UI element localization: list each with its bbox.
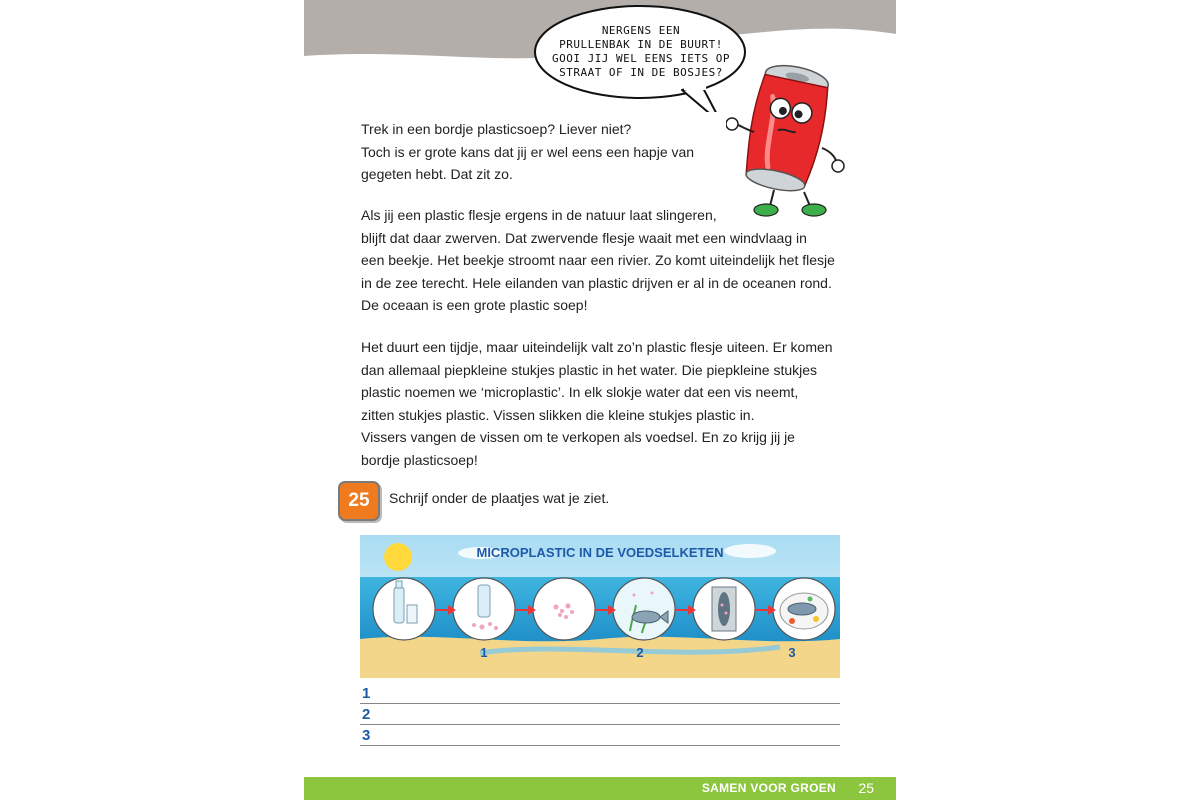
bubble-line: NERGENS EEN [601, 24, 681, 37]
step-label: 1 [480, 645, 488, 660]
exercise-number-badge: 25 [338, 481, 380, 521]
bubble-line: STRAAT OF IN DE BOSJES? [559, 66, 723, 79]
answer-number: 1 [362, 685, 371, 702]
step-circle [533, 578, 595, 640]
answer-number: 2 [362, 706, 371, 723]
step-circle [613, 578, 675, 640]
workbook-page [304, 0, 896, 800]
paragraph-microplastic [361, 336, 841, 471]
answer-line-2[interactable] [360, 703, 840, 725]
page-number: 25 [858, 780, 874, 796]
text-line: De oceaan is een grote plastic soep! [361, 297, 588, 313]
step-label: 3 [788, 645, 796, 660]
footer-title: SAMEN VOOR GROEN [701, 781, 836, 795]
microplastic-food-chain-banner [360, 535, 840, 678]
soda-can-character-icon [726, 40, 846, 220]
text-line: Als jij een plastic flesje ergens in de natuur laat slingeren, [361, 207, 717, 223]
text-line: zitten stukjes plastic. Vissen slikken die kleine stukjes plastic in. [361, 406, 755, 423]
page-footer [304, 777, 896, 800]
text-line: plastic noemen we ‘microplastic’. In elk slokje water dat een vis neemt, [361, 384, 799, 400]
text-line: Toch is er grote kans dat jij er wel eens een hapje van [361, 143, 695, 160]
paragraph-bottle-journey [361, 204, 841, 317]
text-line: blijft dat daar zwerven. Dat zwervende flesje waait met een windvlaag in [361, 229, 807, 246]
fish-on-plate-icon [780, 593, 828, 629]
text-line: Vissers vangen de vissen om te verkopen als voedsel. En zo krijg jij je [361, 429, 795, 445]
speech-bubble-text [548, 24, 734, 80]
banner-title: MICROPLASTIC IN DE VOEDSELKETEN [476, 545, 724, 560]
text-line: bordje plasticsoep! [361, 451, 478, 468]
text-line: een beekje. Het beekje stroomt naar een rivier. Zo komt uiteindelijk het flesje [361, 252, 835, 268]
text-line: dan allemaal piepkleine stukjes plastic in het water. Die piepkleine stukjes [361, 361, 818, 378]
bubble-line: PRULLENBAK IN DE BUURT! [559, 38, 723, 51]
sun-icon [384, 543, 412, 571]
text-line: in de zee terecht. Hele eilanden van plastic drijven er al in de oceanen rond. [361, 274, 832, 291]
exercise-instruction: Schrijf onder de plaatjes wat je ziet. [389, 490, 610, 506]
answer-line-3[interactable] [360, 724, 840, 746]
paragraph-intro [361, 118, 706, 186]
text-line: gegeten hebt. Dat zit zo. [361, 166, 513, 182]
step-label: 2 [636, 645, 644, 660]
bubble-line: GOOI JIJ WEL EENS IETS OP [551, 52, 731, 65]
fish-x-ray-icon [712, 587, 736, 631]
text-line: Het duurt een tijdje, maar uiteindelijk valt zo’n plastic flesje uiteen. Er komen [361, 339, 833, 355]
text-line: Trek in een bordje plasticsoep? Liever niet? [361, 121, 632, 137]
answer-number: 3 [362, 727, 371, 744]
answer-line-1[interactable] [360, 682, 840, 704]
